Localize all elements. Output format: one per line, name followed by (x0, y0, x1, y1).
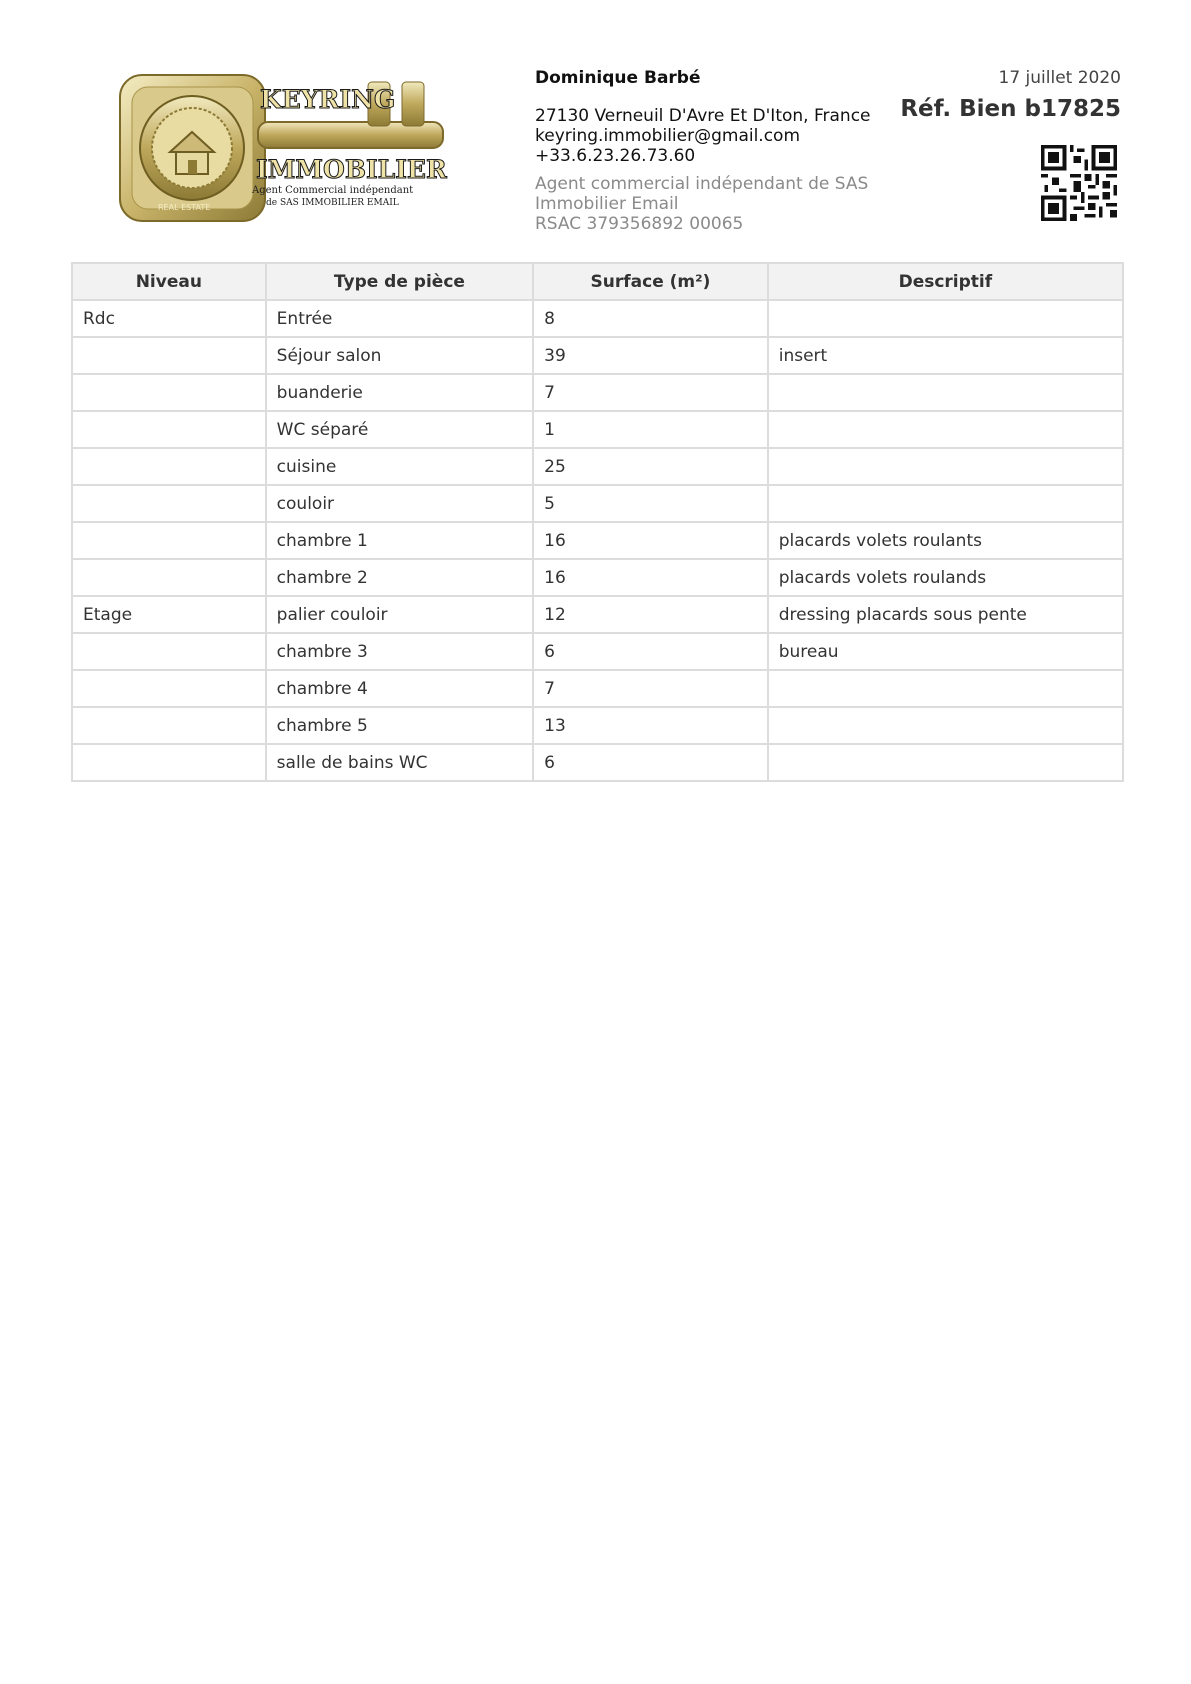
cell-type: chambre 4 (266, 670, 534, 707)
cell-type: chambre 3 (266, 633, 534, 670)
cell-niveau (72, 411, 266, 448)
cell-descriptif (768, 411, 1123, 448)
column-header-surface: Surface (m²) (533, 263, 768, 300)
agent-block (535, 68, 895, 234)
cell-niveau (72, 744, 266, 781)
table-row (72, 670, 1123, 707)
cell-surface: 13 (533, 707, 768, 744)
cell-type: salle de bains WC (266, 744, 534, 781)
cell-surface: 16 (533, 522, 768, 559)
table-row (72, 522, 1123, 559)
table-row (72, 337, 1123, 374)
agent-role (535, 174, 895, 234)
table-row (72, 374, 1123, 411)
header-right (900, 68, 1121, 122)
cell-surface: 6 (533, 633, 768, 670)
cell-descriptif: insert (768, 337, 1123, 374)
cell-type: couloir (266, 485, 534, 522)
cell-surface: 12 (533, 596, 768, 633)
table-row (72, 485, 1123, 522)
table-row (72, 448, 1123, 485)
table-row (72, 596, 1123, 633)
agent-email[interactable]: keyring.immobilier@gmail.com (535, 126, 801, 146)
cell-niveau (72, 337, 266, 374)
table-row (72, 559, 1123, 596)
svg-text:KEYRING: KEYRING (260, 85, 396, 114)
cell-niveau: Etage (72, 596, 266, 633)
cell-niveau (72, 670, 266, 707)
cell-niveau (72, 522, 266, 559)
cell-descriptif (768, 300, 1123, 337)
logo-brand-top (260, 85, 395, 114)
logo-brand-bottom (256, 155, 447, 184)
cell-surface: 16 (533, 559, 768, 596)
cell-descriptif (768, 485, 1123, 522)
logo-tagline-2: de SAS IMMOBILIER EMAIL (266, 198, 399, 208)
agent-role-line-2: Immobilier Email (535, 194, 679, 214)
rooms-table (71, 262, 1124, 782)
logo-tagline-1: Agent Commercial indépendant (252, 185, 414, 196)
cell-type: chambre 1 (266, 522, 534, 559)
cell-niveau: Rdc (72, 300, 266, 337)
cell-niveau (72, 633, 266, 670)
cell-descriptif (768, 744, 1123, 781)
cell-niveau (72, 559, 266, 596)
cell-surface: 8 (533, 300, 768, 337)
agent-rsac: RSAC 379356892 00065 (535, 214, 744, 234)
cell-niveau (72, 374, 266, 411)
cell-surface: 7 (533, 374, 768, 411)
cell-niveau (72, 707, 266, 744)
cell-surface: 1 (533, 411, 768, 448)
cell-type: Séjour salon (266, 337, 534, 374)
property-reference: Réf. Bien b17825 (900, 96, 1121, 122)
column-header-type: Type de pièce (266, 263, 534, 300)
cell-descriptif (768, 670, 1123, 707)
cell-type: WC séparé (266, 411, 534, 448)
cell-surface: 25 (533, 448, 768, 485)
document-date: 17 juillet 2020 (998, 68, 1121, 88)
cell-type: palier couloir (266, 596, 534, 633)
table-row (72, 633, 1123, 670)
cell-descriptif (768, 374, 1123, 411)
cell-descriptif (768, 707, 1123, 744)
column-header-niveau: Niveau (72, 263, 266, 300)
cell-type: cuisine (266, 448, 534, 485)
agent-address: 27130 Verneuil D'Avre Et D'Iton, France (535, 106, 871, 126)
table-row (72, 300, 1123, 337)
cell-descriptif: dressing placards sous pente (768, 596, 1123, 633)
cell-type: chambre 2 (266, 559, 534, 596)
cell-type: buanderie (266, 374, 534, 411)
column-header-descriptif: Descriptif (768, 263, 1123, 300)
agent-name: Dominique Barbé (535, 68, 701, 88)
agent-phone[interactable]: +33.6.23.26.73.60 (535, 146, 696, 166)
qr-code-icon (1041, 145, 1117, 221)
cell-descriptif: placards volets roulands (768, 559, 1123, 596)
agent-role-line-1: Agent commercial indépendant de SAS (535, 174, 869, 194)
keyring-logo (118, 70, 468, 225)
table-row (72, 707, 1123, 744)
cell-type: Entrée (266, 300, 534, 337)
cell-surface: 5 (533, 485, 768, 522)
cell-surface: 7 (533, 670, 768, 707)
table-row (72, 744, 1123, 781)
table-header-row (72, 263, 1123, 300)
cell-descriptif: bureau (768, 633, 1123, 670)
logo-seal-text: REAL ESTATE (158, 203, 211, 212)
cell-surface: 6 (533, 744, 768, 781)
svg-text:IMMOBILIER: IMMOBILIER (256, 155, 447, 184)
cell-type: chambre 5 (266, 707, 534, 744)
cell-descriptif (768, 448, 1123, 485)
cell-niveau (72, 485, 266, 522)
cell-surface: 39 (533, 337, 768, 374)
cell-niveau (72, 448, 266, 485)
cell-descriptif: placards volets roulants (768, 522, 1123, 559)
table-row (72, 411, 1123, 448)
